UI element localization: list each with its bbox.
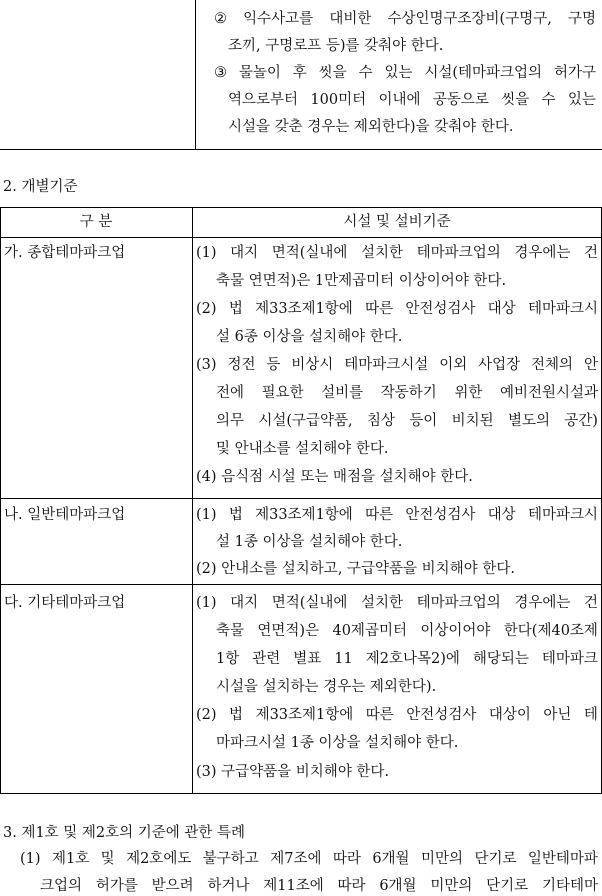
word: 40제곱미터 bbox=[332, 623, 407, 639]
word: 아닌 bbox=[543, 707, 572, 723]
word: 11 bbox=[334, 651, 353, 667]
word: 대비한 bbox=[329, 11, 372, 27]
section2-heading: 2. 개별기준 bbox=[3, 179, 78, 195]
word: 제33조제1항에 bbox=[255, 301, 353, 317]
word: 대지 bbox=[230, 595, 259, 611]
row-label: 나. 일반테마파크업 bbox=[4, 507, 126, 523]
word: 크업의 bbox=[40, 878, 83, 894]
row-text-line: 시설을 설치하는 경우는 제외한다). bbox=[216, 679, 437, 695]
row-text-line bbox=[196, 355, 598, 375]
word: 안 bbox=[583, 357, 598, 373]
row-text-line: (3) 구급약품을 비치해야 한다. bbox=[196, 764, 390, 780]
header-bottom-border bbox=[0, 237, 602, 238]
word: 기타테마 bbox=[541, 878, 598, 894]
row-text-line: 및 안내소를 설치해야 한다. bbox=[216, 441, 389, 457]
word: (1) bbox=[196, 595, 217, 611]
word: 축물 bbox=[216, 623, 245, 639]
word: 전체의 bbox=[531, 357, 574, 373]
row-text-line bbox=[196, 705, 598, 725]
row-text-line bbox=[216, 649, 598, 669]
top-line-4 bbox=[228, 90, 596, 110]
word: 제33조제1항에 bbox=[255, 707, 354, 723]
word: 공간) bbox=[564, 413, 598, 429]
row-text-line: (4) 음식점 시설 또는 매점을 설치해야 한다. bbox=[196, 469, 473, 485]
row-text-line: 축물 연면적)은 1만제곱미터 이상이어야 한다. bbox=[216, 273, 507, 289]
table-col-divider bbox=[192, 207, 193, 794]
section3-line-2 bbox=[40, 876, 598, 896]
word: 1항 bbox=[216, 651, 240, 667]
word: 법 bbox=[228, 507, 243, 523]
section3-heading: 3. 제1호 및 제2호의 기준에 관한 특례 bbox=[3, 825, 246, 841]
word: 100미터 bbox=[310, 92, 367, 108]
word: 대지 bbox=[230, 245, 259, 261]
word: 대상이 bbox=[488, 707, 531, 723]
row-text-line: (2) 안내소를 설치하고, 구급약품을 비치해야 한다. bbox=[196, 561, 515, 577]
word: 수 bbox=[358, 65, 373, 81]
word: 등이 bbox=[409, 413, 438, 429]
word: 시설(구급약품, bbox=[258, 413, 353, 429]
word: 불구하고 bbox=[202, 851, 259, 867]
word: 익수사고를 bbox=[243, 11, 314, 27]
word: 법 bbox=[229, 707, 244, 723]
word: 예비전원시설과 bbox=[499, 385, 598, 401]
word: 따른 bbox=[365, 707, 394, 723]
word: 건 bbox=[583, 245, 598, 261]
word: 받으려 bbox=[151, 878, 194, 894]
row-text-line bbox=[196, 593, 598, 613]
word: 대상 bbox=[487, 301, 516, 317]
word: 대상 bbox=[487, 507, 516, 523]
word: 테마파크시설 bbox=[344, 357, 429, 373]
word: 안전성검사 bbox=[405, 301, 476, 317]
word: 면적(실내에 bbox=[271, 245, 348, 261]
row-divider-1 bbox=[0, 498, 602, 499]
word: 따라 bbox=[332, 851, 361, 867]
word: 비치된 bbox=[451, 413, 494, 429]
word: 침상 bbox=[366, 413, 395, 429]
word: 연면적)은 bbox=[257, 623, 320, 639]
word: 수상인명구조장비(구명구, bbox=[387, 11, 552, 27]
word: 테마파크 bbox=[541, 651, 598, 667]
word: 설치한 bbox=[361, 595, 404, 611]
word: 법 bbox=[228, 301, 243, 317]
word: 이외 bbox=[439, 357, 468, 373]
word: 관련 bbox=[252, 651, 281, 667]
top-line-5: 시설을 갖춘 경우는 제외한다)을 갖춰야 한다. bbox=[228, 119, 514, 135]
word: 건 bbox=[583, 595, 598, 611]
row-divider-2 bbox=[0, 584, 602, 585]
word: 미만의 bbox=[430, 878, 473, 894]
word: (1) bbox=[196, 507, 217, 523]
word: 따른 bbox=[365, 301, 394, 317]
col-header-standards: 시설 및 설비기준 bbox=[343, 214, 451, 230]
word: ② bbox=[214, 11, 227, 27]
word: 있는 bbox=[384, 65, 413, 81]
word: 테마파크시 bbox=[527, 507, 598, 523]
word: 테마파크업의 bbox=[416, 595, 501, 611]
word: 한다(제40조제 bbox=[503, 623, 598, 639]
word: 후 bbox=[292, 65, 307, 81]
word: 단기로 bbox=[474, 851, 517, 867]
row-text-line bbox=[196, 299, 598, 319]
word: 따른 bbox=[365, 507, 394, 523]
word: 위한 bbox=[454, 385, 483, 401]
word: 제2호나목2)에 bbox=[365, 651, 460, 667]
table-bottom-border bbox=[0, 793, 602, 794]
row-text-line bbox=[216, 621, 598, 641]
word: 있는 bbox=[567, 92, 596, 108]
word: 허가를 bbox=[95, 878, 138, 894]
top-line-2: 조끼, 구명로프 등)를 갖춰야 한다. bbox=[228, 38, 444, 54]
word: 허가구 bbox=[553, 65, 596, 81]
word: 6개월 bbox=[372, 851, 410, 867]
word: 테마파크시 bbox=[527, 301, 598, 317]
word: 의무 bbox=[216, 413, 245, 429]
word: 이상이어야 bbox=[420, 623, 491, 639]
word: 전에 bbox=[216, 385, 245, 401]
word: 설비를 bbox=[321, 385, 364, 401]
row-text-line bbox=[196, 243, 598, 263]
row-label: 다. 기타테마파크업 bbox=[4, 595, 126, 611]
word: 씻을 bbox=[501, 92, 530, 108]
word: 및 bbox=[100, 851, 115, 867]
table-top-border bbox=[0, 207, 602, 208]
word: 제2호에도 bbox=[126, 851, 192, 867]
word: 제11조에 bbox=[263, 878, 324, 894]
word: 수 bbox=[541, 92, 556, 108]
word: ③ bbox=[214, 65, 227, 81]
word: 제7조에 bbox=[270, 851, 322, 867]
word: 시설(테마파크업의 bbox=[424, 65, 543, 81]
top-table-bottom-border bbox=[0, 149, 602, 150]
word: 단기로 bbox=[486, 878, 529, 894]
row-text-line bbox=[216, 411, 598, 431]
word: 별표 bbox=[293, 651, 322, 667]
word: 물놀이 bbox=[238, 65, 281, 81]
word: 정전 bbox=[227, 357, 256, 373]
word: 사업장 bbox=[478, 357, 521, 373]
row-text-line bbox=[196, 505, 598, 525]
row-text-line bbox=[216, 383, 598, 403]
word: 일반테마파 bbox=[527, 851, 598, 867]
row-text-line: 설 6종 이상을 설치해야 한다. bbox=[216, 329, 403, 345]
word: 제33조제1항에 bbox=[255, 507, 353, 523]
top-line-3 bbox=[214, 63, 596, 83]
top-col-divider bbox=[195, 0, 196, 150]
section3-line-1 bbox=[20, 849, 598, 869]
word: 안전성검사 bbox=[406, 707, 477, 723]
word: 등 bbox=[266, 357, 281, 373]
word: 비상시 bbox=[291, 357, 334, 373]
word: (1) bbox=[196, 245, 217, 261]
word: 공동으로 bbox=[432, 92, 489, 108]
word: 따라 bbox=[337, 878, 366, 894]
word: 구명 bbox=[567, 11, 596, 27]
table-left-border bbox=[0, 207, 1, 794]
row-text-line: 마파크시설 1종 이상을 설치해야 한다. bbox=[216, 735, 459, 751]
word: 필요한 bbox=[261, 385, 304, 401]
word: 이내에 bbox=[378, 92, 421, 108]
word: 안전성검사 bbox=[405, 507, 476, 523]
word: 해당되는 bbox=[472, 651, 529, 667]
col-header-category: 구 분 bbox=[79, 214, 113, 230]
word: 경우에는 bbox=[514, 245, 571, 261]
word: 제1호 bbox=[51, 851, 90, 867]
word: 별도의 bbox=[507, 413, 550, 429]
word: 하거나 bbox=[207, 878, 250, 894]
word: (1) bbox=[20, 851, 41, 867]
word: 6개월 bbox=[379, 878, 417, 894]
word: (3) bbox=[196, 357, 217, 373]
word: 미만의 bbox=[421, 851, 464, 867]
top-line-1 bbox=[214, 9, 596, 29]
word: 테 bbox=[583, 707, 598, 723]
word: 경우에는 bbox=[514, 595, 571, 611]
word: (2) bbox=[196, 707, 217, 723]
word: 면적(실내에 bbox=[271, 595, 348, 611]
word: 설치한 bbox=[361, 245, 404, 261]
word: 테마파크업의 bbox=[416, 245, 501, 261]
row-label: 가. 종합테마파크업 bbox=[4, 245, 126, 261]
word: 작동하기 bbox=[380, 385, 437, 401]
word: (2) bbox=[196, 301, 217, 317]
word: 씻을 bbox=[318, 65, 347, 81]
row-text-line: 설 1종 이상을 설치해야 한다. bbox=[216, 534, 403, 550]
word: 역으로부터 bbox=[228, 92, 299, 108]
